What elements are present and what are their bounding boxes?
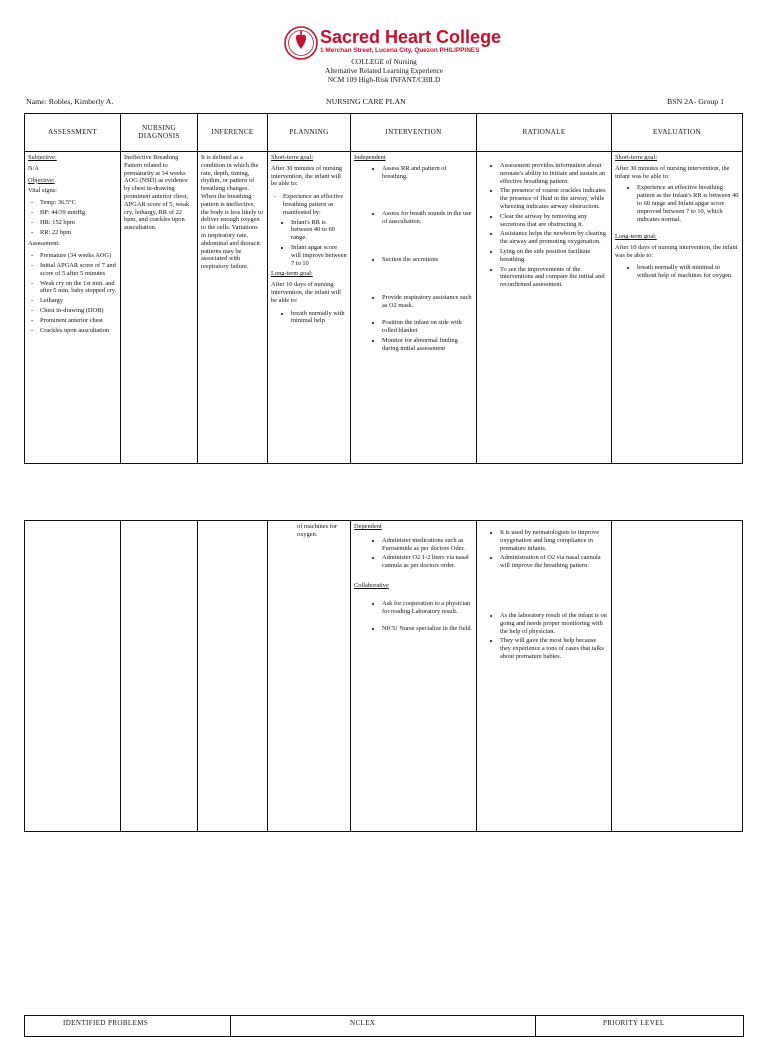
list-item: • Lying on the side position facilitate breathing. [500, 248, 608, 264]
list-item: • NICU Nurse specialize in the field. [382, 625, 473, 633]
list-item: • Infant's RR is between 40 to 60 range. [291, 219, 347, 242]
section-label: BSN 2A- Group 1 [667, 97, 724, 106]
list-item: • Position the infant on side with rolled blanket [382, 319, 473, 335]
eval-short-term-label: Short-term goal: [615, 154, 658, 161]
collaborative-list [354, 600, 473, 633]
header-line-course: NCM 109 High-Risk INFANT/CHILD [327, 76, 441, 84]
col-intervention: INTERVENTION [351, 114, 477, 152]
list-item: • To see the improvements of the interventions and compare the initial and reconfirmed assessment. [500, 266, 608, 289]
independent-label: Independent [354, 154, 386, 161]
list-item: - Initial APGAR score of 7 and score of 5 after 5 minutes [40, 262, 117, 278]
evaluation-cell [612, 152, 743, 464]
college-seal-logo [284, 26, 318, 60]
eval-long-term-list [615, 264, 739, 280]
list-item: - RR: 22 bpm [40, 229, 117, 237]
subjective-label: Subjective: [28, 154, 57, 161]
assessment-cell-cont [25, 521, 121, 832]
list-item: - Temp: 36.5°C [40, 199, 117, 207]
eval-short-term-intro: After 30 minutes of nursing intervention, the infant was be able to: [615, 164, 730, 180]
col-priority-level: PRIORITY LEVEL [603, 1019, 665, 1027]
name-row [26, 97, 742, 107]
document-title: NURSING CARE PLAN [326, 97, 406, 106]
table-row [25, 521, 743, 832]
evaluation-cell-cont [612, 521, 743, 832]
subjective-value: N/A [28, 164, 40, 172]
inference-cell: It is defined as a condition in which the rate, depth, timing, rhythm, or pattern of breathing changes. When the breathing pattern is ineffective, the body is less likely to deliver enough oxygen to the cells. Variations in respiratory rate, abdominal and thoracic patterns may be associated with respiratory failure. [198, 152, 268, 464]
header-line-college: COLLEGE of Nursing [351, 58, 417, 66]
care-plan-table-page1 [24, 113, 743, 464]
list-item: • As the laboratory result of the infant is on going and needs proper monitoring with the help of physician. [500, 612, 608, 635]
list-item: - Weak cry on the 1st min. and after 5 min. baby stopped cry. [40, 280, 117, 296]
list-item: • The presence of coarse crackles indicates the presence of fluid in the airway, while wheezing indicates airway obstruction. [500, 187, 608, 210]
intervention-cell-cont [351, 521, 477, 832]
list-item: • breath normally with minimal help [291, 310, 347, 326]
list-item: • Monitor for abnormal finding during initial assessment [382, 337, 473, 353]
col-planning: PLANNING [268, 114, 351, 152]
rationale-list [480, 162, 608, 289]
long-term-list [271, 310, 347, 326]
identified-problems-table [24, 1015, 744, 1037]
rationale-cell-cont [477, 521, 612, 832]
list-item: • Experience an effective breathing pattern as the Infant's RR is between 40 to 60 range and Infant apgar score improved between 7 to 10, which indicates normal. [637, 184, 739, 223]
collaborative-label: Collaborative [354, 581, 389, 589]
eval-long-term-intro: After 10 days of nursing intervention, the infant was be able to: [615, 244, 738, 259]
list-item: • Administration of O2 via nasal cannula will improve the breathing pattern. [500, 554, 608, 570]
college-address: 1 Merchan Street, Lucena City, Quezon PHILIPPINES [320, 47, 480, 54]
rationale-cell [477, 152, 612, 464]
vitals-list [28, 199, 117, 236]
list-item: - BP: 44/39 mmHg [40, 209, 117, 217]
dependent-label: Dependent [354, 523, 382, 530]
list-item: • Suction the secretions [382, 256, 473, 264]
list-item: - Premature (34 weeks AOG) [40, 252, 117, 260]
short-term-list [271, 193, 347, 216]
list-item: • Clear the airway by removing any secretions that are obstructing it. [500, 213, 608, 229]
list-item: • Assistance helps the newborn by clearing the airway and promoting oxygenation. [500, 230, 608, 246]
list-item: • Provide respiratory assistance such as O2 mask. [382, 294, 473, 310]
col-evaluation: EVALUATION [612, 114, 743, 152]
list-item: • It is used by neonatologists to improve oxygenation and lung compliance in premature infants. [500, 529, 608, 552]
table-row [25, 152, 743, 464]
intervention-cell [351, 152, 477, 464]
list-item: • Administer medications such as Furosemide as per doctors Oder. [382, 537, 473, 553]
col-identified-problems: IDENTIFIED PROBLEMS [63, 1019, 149, 1027]
list-item: • Assessment provides information about neonate's ability to initiate and sustain an effective breathing pattern. [500, 162, 608, 185]
diagnosis-cell: Ineffective Breathing Pattern related to prematurity at 34 weeks AOG (NSD) as evidence by chest in-drawing prominent anterior chest, APGAR score of 5, weak cry, lethargy, RR of 22 bpm, and crackles upon auscultation. [121, 152, 198, 464]
assessment-cell [25, 152, 121, 464]
header-line-program: Alternative Related Learning Experience [325, 67, 443, 75]
list-item: - Prominent anterior chest [40, 317, 117, 325]
list-item: - HR: 152 bpm [40, 219, 117, 227]
planning-cell-cont [268, 521, 351, 832]
table-header-row [25, 114, 743, 152]
list-item: • Assess RR and pattern of breathing. [382, 165, 473, 181]
long-term-goal-label: Long-term goal: [271, 270, 313, 278]
col-assessment: ASSESSMENT [25, 114, 121, 152]
list-item: - Crackles upon auscultation [40, 327, 117, 335]
eval-long-term-label: Long-term goal: [615, 233, 657, 241]
short-term-goal-label: Short-term goal: [271, 154, 314, 161]
short-term-sublist [271, 219, 347, 268]
vital-signs-label: Vital signs: [28, 187, 57, 195]
dependent-list [354, 537, 473, 570]
list-item: • Ask for cooperation to a physician for reading Laboratory result. [382, 600, 473, 616]
col-rationale: RATIONALE [477, 114, 612, 152]
list-item: • Assess for breath sounds in the use of auscultation. [382, 210, 473, 226]
list-item: • They will gave the most help because they experience a tons of cases that talks about premature babies. [500, 637, 608, 660]
list-item: • Infant apgar score will improve between 7 to 10 [291, 244, 347, 267]
col-inference: INFERENCE [198, 114, 268, 152]
col-nursing-diagnosis: NURSING DIAGNOSIS [121, 114, 198, 152]
findings-list [28, 252, 117, 334]
name-label: Name [26, 97, 45, 106]
planning-cell [268, 152, 351, 464]
diagnosis-cell-cont [121, 521, 198, 832]
short-term-intro: After 30 minutes of nursing intervention, the infant will be able to: [271, 164, 342, 188]
list-item: • Administer O2 1-2 liters via nasal cannula as per doctors order. [382, 554, 473, 570]
list-item: - Chest in-drawing (DOB) [40, 307, 117, 315]
planning-continuation: of machines for oxygen. [297, 523, 338, 538]
intervention-list [354, 165, 473, 353]
student-name: : Robles, Kimberly A. [44, 97, 114, 106]
col-nclex: NCLEX [350, 1019, 376, 1027]
care-plan-table-page2 [24, 520, 743, 832]
list-item: - Experience an effective breathing pattern as manifested by: [283, 193, 347, 216]
list-item: - Lethargy [40, 297, 117, 305]
inference-cell-cont [198, 521, 268, 832]
rationale-list-cont [480, 529, 608, 661]
college-name: Sacred Heart College [320, 27, 502, 47]
eval-short-term-list [615, 184, 739, 223]
objective-label: Objective: [28, 176, 55, 184]
assessment-label: Assessment: [28, 240, 60, 248]
long-term-intro: After 10 days of nursing intervention, the infant will be able to: [271, 281, 341, 304]
list-item: • breath normally with minimal to without help of machines for oxygen. [637, 264, 739, 280]
